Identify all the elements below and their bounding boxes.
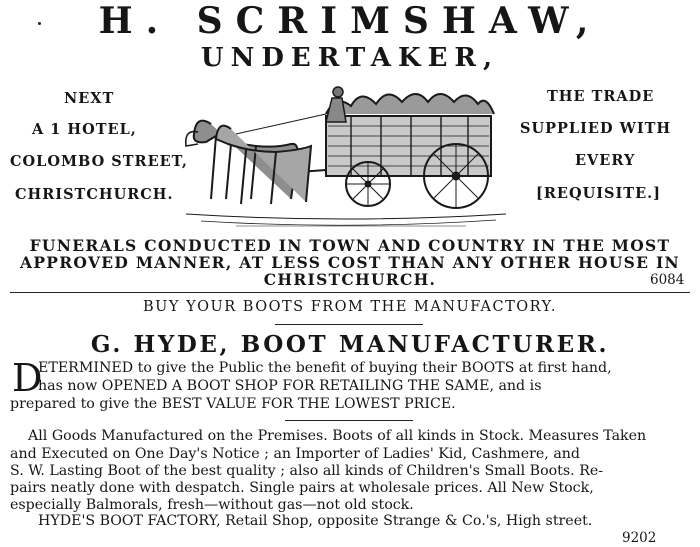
short-rule-top: [275, 324, 423, 325]
drop-cap: D: [12, 356, 43, 400]
short-rule-bottom: [285, 420, 413, 421]
undertaker-name: H. SCRIMSHAW,: [98, 0, 602, 42]
intro-line-1: ETERMINED to give the Public the benefit of buying their BOOTS at first hand,: [38, 360, 612, 376]
hyde-reference-number: 9202: [622, 530, 657, 546]
hyde-name: G. HYDE, BOOT MANUFACTURER.: [90, 331, 610, 358]
details-line-1: All Goods Manufactured on the Premises. Boots of all kinds in Stock. Measures Taken: [28, 428, 647, 444]
details-line-4: pairs neatly done with despatch. Single pairs at wholesale prices. All New Stock,: [10, 480, 594, 496]
trade-line-3: EVERY: [575, 152, 636, 169]
hyde-headline: BUY YOUR BOOTS FROM THE MANUFACTORY.: [143, 299, 557, 315]
hearse-illustration: [176, 74, 514, 234]
address-line-1: NEXT: [64, 90, 115, 107]
intro-line-3: prepared to give the BEST VALUE FOR THE LOWEST PRICE.: [10, 396, 456, 412]
ad-reference-number: 6084: [650, 272, 685, 288]
trade-line-4: [REQUISITE.]: [536, 185, 662, 202]
funerals-line-1: FUNERALS CONDUCTED IN TOWN AND COUNTRY IN THE MOST: [29, 236, 671, 255]
details-line-2: and Executed on One Day's Notice ; an Importer of Ladies' Kid, Cashmere, and: [10, 446, 580, 462]
factory-footer: HYDE'S BOOT FACTORY, Retail Shop, opposite Strange & Co.'s, High street.: [38, 513, 593, 529]
details-line-5: especially Balmorals, fresh—without gas—not old stock.: [10, 497, 414, 513]
section-divider: [10, 292, 690, 293]
intro-line-2: has now OPENED A BOOT SHOP FOR RETAILING THE SAME, and is: [38, 378, 542, 394]
trade-line-2: SUPPLIED WITH: [520, 120, 672, 137]
undertaker-title: UNDERTAKER,: [200, 43, 500, 73]
funerals-line-3: CHRISTCHURCH.: [263, 270, 437, 289]
trade-line-1: THE TRADE: [547, 88, 655, 105]
address-line-3: COLOMBO STREET,: [10, 153, 188, 170]
address-line-4: CHRISTCHURCH.: [15, 186, 174, 203]
funerals-line-2: APPROVED MANNER, AT LESS COST THAN ANY OTHER HOUSE IN: [20, 253, 680, 272]
address-line-2: A 1 HOTEL,: [32, 121, 137, 138]
details-line-3: S. W. Lasting Boot of the best quality ; also all kinds of Children's Small Boots. Re-: [10, 463, 604, 479]
